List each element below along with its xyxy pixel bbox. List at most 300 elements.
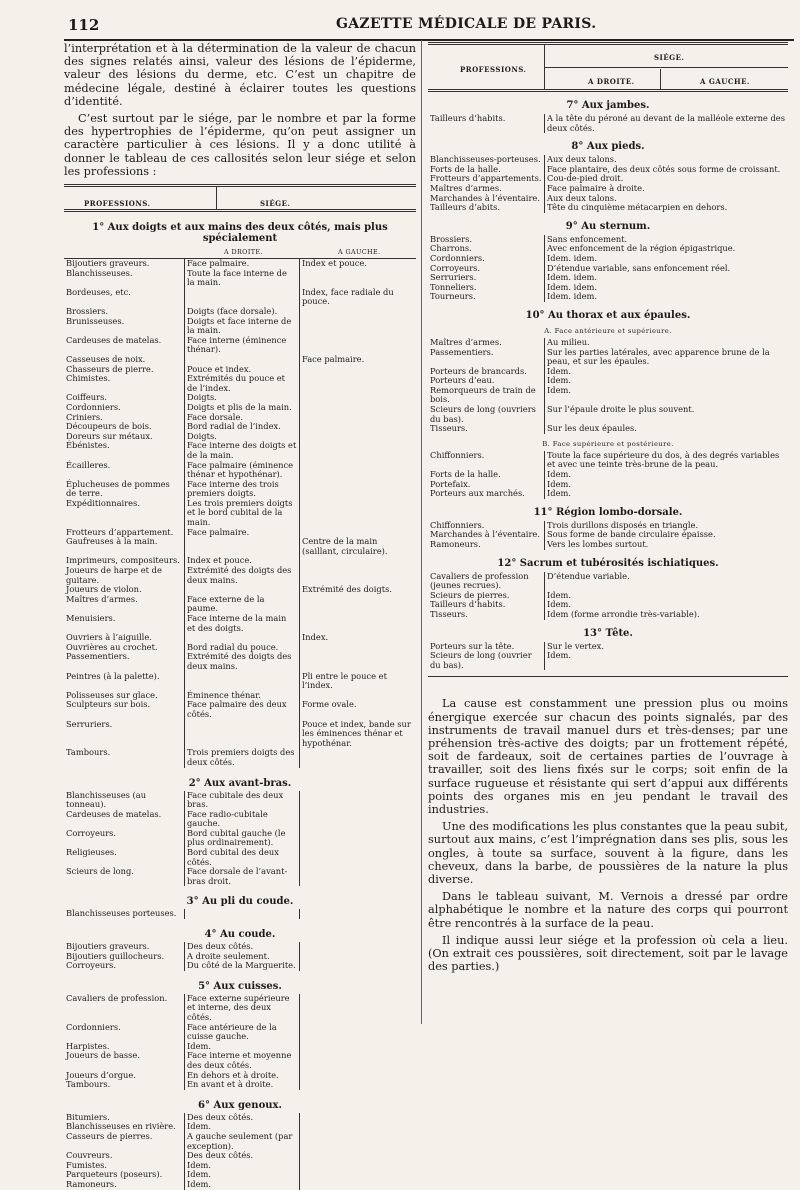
profession-cell: Découpeurs de bois. xyxy=(66,421,152,432)
profession-cell: Bitumiers. xyxy=(66,1111,110,1122)
site-left-cell xyxy=(300,317,417,336)
table-row xyxy=(428,273,788,283)
right-table-header xyxy=(428,45,788,89)
table-row xyxy=(64,994,416,1023)
profession-cell: Frotteurs d’appartements. xyxy=(430,173,542,184)
site-left-cell xyxy=(300,909,417,919)
site-left-cell xyxy=(300,748,417,767)
profession-cell: Corroyeurs. xyxy=(66,960,117,971)
site-left-cell xyxy=(300,829,417,848)
table-row xyxy=(64,867,416,886)
profession-cell: Tonneliers. xyxy=(430,281,477,292)
site-right-cell: Idem. xyxy=(185,1122,300,1132)
site-right-cell: En dehors et à droite. xyxy=(185,1071,300,1081)
site-left-cell: Index, face radiale du pouce. xyxy=(300,288,417,307)
right-table-bottom-rule xyxy=(428,676,788,677)
site-left-cell xyxy=(300,1051,417,1070)
site-left-cell xyxy=(300,652,417,671)
profession-cell: Corroyeurs. xyxy=(430,262,481,273)
site-left-cell xyxy=(300,480,417,499)
page-number: 112 xyxy=(68,16,100,34)
site-right-cell: Idem. xyxy=(185,1161,300,1171)
site-left-cell xyxy=(300,1071,417,1081)
site-right-cell: Doigts. xyxy=(185,432,300,442)
left-table-header xyxy=(64,187,416,209)
site-left-cell xyxy=(300,403,417,413)
section-title: 10° Au thorax et aux épaules. xyxy=(525,309,691,321)
side-subheader xyxy=(64,246,416,258)
site-right-cell: Idem. xyxy=(185,1170,300,1180)
site-right-cell: Éminence thénar. xyxy=(185,691,300,701)
closing-paragraph-4: Il indique aussi leur siége et la profession où cela a lieu. (On extrait ces poussières, soit directement, soit par le lavage des parties.) xyxy=(428,933,788,974)
table-row xyxy=(64,652,416,671)
profession-cell: Blanchisseuses en rivière. xyxy=(66,1121,176,1132)
profession-cell: Serruriers. xyxy=(430,272,477,283)
site-left-cell xyxy=(300,441,417,460)
site-right-cell: Doigts (face dorsale). xyxy=(185,307,300,317)
table-row xyxy=(64,461,416,480)
site-cell: Sur le vertex. xyxy=(545,642,789,652)
profession-cell: Ouvriers à l’aiguille. xyxy=(66,632,152,643)
site-left-cell xyxy=(300,374,417,393)
subheader-droite: A DROITE. xyxy=(224,248,263,257)
site-left-cell: Index et pouce. xyxy=(300,259,417,269)
section-table xyxy=(428,521,788,550)
table-row xyxy=(428,203,788,213)
profession-cell: Coiffeurs. xyxy=(66,392,108,403)
profession-cell: Sculpteurs sur bois. xyxy=(66,699,151,710)
site-right-cell: Bord radial du pouce. xyxy=(185,643,300,653)
site-right-cell: Doigts et plis de la main. xyxy=(185,403,300,413)
site-right-cell: Face palmaire. xyxy=(185,528,300,538)
table-row xyxy=(428,651,788,670)
right-column xyxy=(428,42,788,977)
table-row xyxy=(64,1161,416,1171)
site-cell: Sur les parties latérales, avec apparence brune de la peau, et sur les épaules. xyxy=(545,348,789,367)
site-right-cell: Index et pouce. xyxy=(185,556,300,566)
closing-paragraph-3: Dans le tableau suivant, M. Vernois a dressé par ordre alphabétique le nombre et la nature des corps qui pourront être rencontrés à la surface de la peau. xyxy=(428,890,788,930)
profession-cell: Maîtres d’armes. xyxy=(430,182,502,193)
site-right-cell: Face interne (éminence thénar). xyxy=(185,336,300,355)
section-table xyxy=(428,114,788,133)
profession-cell: Charrons. xyxy=(430,243,472,254)
profession-cell: Brossiers. xyxy=(430,233,472,244)
section-table xyxy=(428,338,788,434)
profession-cell: Tailleurs d’abits. xyxy=(430,202,501,213)
site-right-cell: Face dorsale de l’avant-bras droit. xyxy=(185,867,300,886)
profession-cell: Ramoneurs. xyxy=(430,539,481,549)
profession-cell: Cordonniers. xyxy=(430,252,485,263)
section-title: 4° Au coude. xyxy=(204,929,276,941)
site-right-cell: Des deux côtés. xyxy=(185,942,300,952)
site-right-cell: Face cubitale des deux bras. xyxy=(185,791,300,810)
site-right-cell: Extrémité des doigts des deux mains. xyxy=(185,566,300,585)
site-left-cell xyxy=(300,595,417,614)
site-left-cell: Centre de la main (saillant, circulaire). xyxy=(300,537,417,556)
section-title: 5° Aux cuisses. xyxy=(198,980,282,992)
table-row xyxy=(64,672,416,691)
profession-cell: Chiffonniers. xyxy=(430,519,485,530)
table-row xyxy=(64,700,416,719)
site-cell: Idem. idem. xyxy=(545,273,789,283)
profession-cell: Tailleurs d’habits. xyxy=(430,113,506,123)
profession-cell: Ébénistes. xyxy=(66,440,110,451)
table-row xyxy=(428,489,788,499)
profession-cell: Cordonniers. xyxy=(66,401,121,412)
site-cell: Idem. xyxy=(545,480,789,490)
site-left-cell: Face palmaire. xyxy=(300,355,417,365)
profession-cell: Harpistes. xyxy=(66,1040,110,1051)
table-row xyxy=(428,424,788,434)
site-left-cell xyxy=(300,269,417,288)
site-right-cell xyxy=(185,909,300,919)
profession-cell: Chiffonniers. xyxy=(430,449,485,460)
table-row xyxy=(64,961,416,971)
header-rule xyxy=(64,39,794,41)
site-right-cell: Doigts et face interne de la main. xyxy=(185,317,300,336)
table-row xyxy=(64,441,416,460)
profession-cell: Éplucheuses de pommes de terre. xyxy=(66,478,170,499)
section-table xyxy=(64,909,416,919)
site-right-cell: Extrémités du pouce et de l’index. xyxy=(185,374,300,393)
profession-cell: Couvreurs. xyxy=(66,1150,113,1161)
site-left-cell: Forme ovale. xyxy=(300,700,417,719)
profession-cell: Tisseurs. xyxy=(430,608,468,619)
profession-cell: Blanchisseuses porteuses. xyxy=(66,908,177,919)
site-right-cell: Face palmaire des deux côtés. xyxy=(185,700,300,719)
section-subtitle: B. Face supérieure et postérieure. xyxy=(542,439,674,448)
table-row xyxy=(64,1132,416,1151)
profession-cell: Tambours. xyxy=(66,1079,111,1090)
profession-cell: Peintres (à la palette). xyxy=(66,670,160,681)
right-header-subdivider xyxy=(660,69,661,89)
profession-cell: Blanchisseuses-porteuses. xyxy=(430,154,541,165)
site-right-cell: Bord cubital gauche (le plus ordinairement). xyxy=(185,829,300,848)
profession-cell: Marchandes à l’éventaire. xyxy=(430,192,540,203)
site-cell: Aux deux talons. xyxy=(545,155,789,165)
profession-cell: Fumistes. xyxy=(66,1159,108,1170)
section-table xyxy=(64,994,416,1090)
table-row xyxy=(64,1113,416,1123)
profession-cell: Cardeuses de matelas. xyxy=(66,334,162,345)
site-left-cell xyxy=(300,393,417,403)
site-left-cell xyxy=(300,422,417,432)
table-row xyxy=(64,336,416,355)
left-column xyxy=(64,42,416,1190)
section-title: 8° Aux pieds. xyxy=(571,141,645,153)
profession-cell: Joueurs de harpe et de guitare. xyxy=(66,565,162,585)
table-row xyxy=(64,1122,416,1132)
site-cell: Sur les deux épaules. xyxy=(545,424,789,434)
section-table xyxy=(64,942,416,971)
site-left-cell xyxy=(300,1023,417,1042)
profession-cell: Passementiers. xyxy=(430,346,494,357)
site-right-cell: Les trois premiers doigts et le bord cubital de la main. xyxy=(185,499,300,528)
profession-cell: Serruriers. xyxy=(66,718,113,729)
site-left-cell xyxy=(300,614,417,633)
right-table-body xyxy=(428,100,788,670)
site-left-cell xyxy=(300,556,417,566)
site-cell: Idem (forme arrondie très-variable). xyxy=(545,610,789,620)
profession-cell: Polisseuses sur glace. xyxy=(66,689,158,700)
site-right-cell: Face interne des trois premiers doigts. xyxy=(185,480,300,499)
profession-cell: Scieurs de long. xyxy=(66,866,134,877)
profession-cell: Chasseurs de pierre. xyxy=(66,363,154,374)
profession-cell: Doreurs sur métaux. xyxy=(66,430,153,441)
right-header-droite: A DROITE. xyxy=(588,77,635,86)
table-row xyxy=(428,264,788,274)
table-row xyxy=(64,829,416,848)
site-left-cell xyxy=(300,1080,417,1090)
table-row xyxy=(64,748,416,767)
site-cell: Idem. xyxy=(545,591,789,601)
site-right-cell: Bord cubital des deux côtés. xyxy=(185,848,300,867)
profession-cell: Passementiers. xyxy=(66,651,130,662)
section-title: 7° Aux jambes. xyxy=(566,100,650,111)
site-right-cell: Bord radial de l’index. xyxy=(185,422,300,432)
table-row xyxy=(428,572,788,591)
site-cell: Cou-de-pied droit. xyxy=(545,174,789,184)
site-left-cell xyxy=(300,810,417,829)
table-row xyxy=(428,348,788,367)
site-right-cell: Face externe supérieure et interne, des deux côtés. xyxy=(185,994,300,1023)
profession-cell: Tourneurs. xyxy=(430,291,476,302)
profession-cell: Gaufreuses à la main. xyxy=(66,536,158,547)
profession-cell: Tambours. xyxy=(66,747,111,758)
site-left-cell xyxy=(300,791,417,810)
profession-cell: Portefaix. xyxy=(430,478,471,489)
profession-cell: Brossiers. xyxy=(66,306,108,316)
profession-cell: Corroyeurs. xyxy=(66,827,117,838)
site-left-cell xyxy=(300,1180,417,1190)
journal-title: GAZETTE MÉDICALE DE PARIS. xyxy=(336,16,597,32)
site-right-cell xyxy=(185,720,300,749)
site-right-cell: Trois premiers doigts des deux côtés. xyxy=(185,748,300,767)
table-row xyxy=(428,610,788,620)
right-table-header-rule xyxy=(428,89,788,92)
profession-cell: Remorqueurs de train de bois. xyxy=(430,384,536,405)
profession-cell: Imprimeurs, compositeurs. xyxy=(66,555,180,566)
table-row xyxy=(64,317,416,336)
section-title: 12° Sacrum et tubérosités ischiatiques. xyxy=(497,557,719,569)
table-row xyxy=(428,451,788,470)
site-cell: Idem. xyxy=(545,367,789,377)
site-right-cell xyxy=(185,672,300,691)
profession-cell: Ouvrières au crochet. xyxy=(66,641,158,652)
closing-paragraph-2: Une des modifications les plus constantes que la peau subit, surtout aux mains, c’est l’imprégnation dans ses plis, sous les ongles, à toute sa surface, souvent à la figure, dans les cheveux, dans la barbe, de poussières de la nature la plus diverse. xyxy=(428,820,788,886)
intro-paragraph-2: C’est surtout par le siége, par le nombre et par la forme des hypertrophies de l’épiderme, qu’on peut assigner un caractère particulier à ces lésions. Il y a donc utilité à donner le tableau de ces callosités selon leur siége et selon les professions : xyxy=(64,112,416,178)
profession-cell: Porteurs aux marchés. xyxy=(430,488,525,499)
site-left-cell xyxy=(300,432,417,442)
profession-cell: Casseurs de pierres. xyxy=(66,1130,153,1141)
profession-cell: Marchandes à l’éventaire. xyxy=(430,529,540,540)
section-title: 3° Au pli du coude. xyxy=(186,896,294,908)
profession-cell: Cordonniers. xyxy=(66,1021,121,1032)
site-left-cell xyxy=(300,848,417,867)
site-right-cell: Face dorsale. xyxy=(185,413,300,423)
section-subtitle: A. Face antérieure et supérieure. xyxy=(544,326,672,335)
site-cell: Sans enfoncement. xyxy=(545,235,789,245)
table-row xyxy=(64,1170,416,1180)
profession-cell: Maîtres d’armes. xyxy=(430,336,502,347)
profession-cell: Criniers. xyxy=(66,411,103,422)
site-cell: Idem. xyxy=(545,651,789,670)
profession-cell: Forts de la halle. xyxy=(430,469,501,480)
site-cell: Toute la face supérieure du dos, à des degrés variables et avec une teinte très-brune de la peau. xyxy=(545,451,789,470)
site-cell: Idem. xyxy=(545,470,789,480)
profession-cell: Bijoutiers graveurs. xyxy=(66,941,150,952)
column-divider xyxy=(421,40,422,1024)
profession-cell: Chimistes. xyxy=(66,373,111,384)
table-row xyxy=(428,283,788,293)
profession-cell: Forts de la halle. xyxy=(430,163,501,174)
table-row xyxy=(64,1080,416,1090)
site-cell: Sur l’épaule droite le plus souvent. xyxy=(545,405,789,424)
table-row xyxy=(64,1151,416,1161)
section-title: 9° Au sternum. xyxy=(565,220,651,232)
site-left-cell xyxy=(300,461,417,480)
profession-cell: Cardeuses de matelas. xyxy=(66,808,162,819)
section-title: 6° Aux genoux. xyxy=(198,1099,282,1111)
site-right-cell: Idem. xyxy=(185,1180,300,1190)
profession-cell: Porteurs sur la tête. xyxy=(430,640,515,651)
site-cell: Tête du cinquième métacarpien en dehors. xyxy=(545,203,789,213)
table-row xyxy=(64,374,416,393)
site-right-cell: Face interne des doigts et de la main. xyxy=(185,441,300,460)
table-row xyxy=(64,566,416,585)
site-right-cell xyxy=(185,288,300,307)
table-row xyxy=(64,499,416,528)
site-cell: Avec enfoncement de la région épigastrique. xyxy=(545,244,789,254)
site-left-cell xyxy=(300,1170,417,1180)
site-right-cell: Face palmaire (éminence thénar et hypothénar). xyxy=(185,461,300,480)
section-table xyxy=(64,791,416,887)
site-right-cell: A droite seulement. xyxy=(185,952,300,962)
profession-cell: Tailleurs d’habits. xyxy=(430,599,506,610)
site-cell: Idem. xyxy=(545,386,789,405)
site-right-cell: Des deux côtés. xyxy=(185,1151,300,1161)
header-siege: SIÉGE. xyxy=(260,199,291,209)
table-row xyxy=(64,269,416,288)
site-left-cell xyxy=(300,1132,417,1151)
profession-cell: Blanchisseuses (au tonneau). xyxy=(66,789,147,810)
site-cell: Trois durillons disposés en triangle. xyxy=(545,521,789,531)
site-right-cell: Du côté de la Marguerite. xyxy=(185,961,300,971)
section-title: 1° Aux doigts et aux mains des deux côtés, mais plus spécialement xyxy=(92,222,388,245)
section-title: 11° Région lombo-dorsale. xyxy=(533,506,683,518)
section-table xyxy=(428,572,788,620)
header-divider xyxy=(216,187,217,209)
section-table xyxy=(64,259,416,767)
site-cell: Vers les lombes surtout. xyxy=(545,540,789,550)
intro-paragraph-1: l’interprétation et à la détermination de la valeur de chacun des signes relatés ainsi, valeur des lésions de l’épiderme, valeur des lésions du derme, etc. C’est un chapitre de médecine légale, destiné à éclairer toutes les questions d’identité. xyxy=(64,42,416,108)
right-header-siege: SIÉGE. xyxy=(654,53,685,62)
profession-cell: Religieuses. xyxy=(66,847,117,858)
site-right-cell: Face interne et moyenne des deux côtés. xyxy=(185,1051,300,1070)
site-cell: Face palmaire à droite. xyxy=(545,184,789,194)
right-header-professions: PROFESSIONS. xyxy=(460,65,527,74)
site-right-cell: Face palmaire. xyxy=(185,259,300,269)
table-row xyxy=(64,537,416,556)
site-cell: Aux deux talons. xyxy=(545,194,789,204)
site-cell: Face plantaire, des deux côtés sous forme de croissant. xyxy=(545,165,789,175)
profession-cell: Cavaliers de profession (jeunes recrues). xyxy=(430,570,529,591)
table-row xyxy=(64,848,416,867)
site-cell: Idem. idem. xyxy=(545,292,789,302)
site-right-cell: Toute la face interne de la main. xyxy=(185,269,300,288)
site-cell: Idem. idem. xyxy=(545,254,789,264)
profession-cell: Casseuses de noix. xyxy=(66,353,146,364)
site-cell: A la tête du péroné au devant de la malléole externe des deux côtés. xyxy=(545,114,789,133)
section-table xyxy=(428,155,788,213)
site-left-cell: Pouce et index, bande sur les éminences thénar et hypothénar. xyxy=(300,720,417,749)
profession-cell: Bijoutiers guillocheurs. xyxy=(66,950,165,961)
profession-cell: Écailleres. xyxy=(66,459,111,470)
table-row xyxy=(64,720,416,749)
profession-cell: Joueurs de violon. xyxy=(66,584,142,595)
profession-cell: Bijoutiers graveurs. xyxy=(66,258,150,269)
site-right-cell: Idem. xyxy=(185,1042,300,1052)
page-header xyxy=(0,6,800,36)
profession-cell: Scieurs de pierres. xyxy=(430,589,510,600)
profession-cell: Parqueteurs (poseurs). xyxy=(66,1169,163,1180)
section-table xyxy=(428,235,788,302)
site-left-cell xyxy=(300,1042,417,1052)
site-cell: D’étendue variable. xyxy=(545,572,789,591)
site-left-cell xyxy=(300,942,417,952)
table-row xyxy=(64,1071,416,1081)
table-row xyxy=(428,540,788,550)
site-right-cell: Des deux côtés. xyxy=(185,1113,300,1123)
site-right-cell: Face radio-cubitale gauche. xyxy=(185,810,300,829)
right-header-subrule xyxy=(544,67,788,68)
site-left-cell xyxy=(300,1161,417,1171)
profession-cell: Brunisseuses. xyxy=(66,315,125,326)
closing-paragraph-1: La cause est constamment une pression plus ou moins énergique exercée sur chacun des points signalés, par des instruments de travail manuel durs et très-denses; par une préhension très-active des doigts; par un frottement répété, soit de fardeaux, soit de certaines parties de l’ouvrage à travailler, soit des liens fixés sur le corps; soit enfin de la surface rugueuse et résistante qui sert d’appui aux différents points des organes mis en jeu pendant le travail des industries. xyxy=(428,697,788,816)
table-row xyxy=(64,1051,416,1070)
table-row xyxy=(64,1180,416,1190)
site-cell: Idem. xyxy=(545,600,789,610)
site-right-cell: Face interne de la main et des doigts. xyxy=(185,614,300,633)
site-left-cell xyxy=(300,994,417,1023)
profession-cell: Menuisiers. xyxy=(66,613,116,623)
profession-cell: Blanchisseuses. xyxy=(66,267,133,278)
site-cell: D’étendue variable, sans enfoncement réel. xyxy=(545,264,789,274)
table-row xyxy=(64,614,416,633)
site-cell: Idem. idem. xyxy=(545,283,789,293)
left-table-body xyxy=(64,222,416,1189)
profession-cell: Cavaliers de profession. xyxy=(66,992,168,1003)
profession-cell: Scieurs de long (ouvriers du bas). xyxy=(430,404,536,424)
profession-cell: Frotteurs d’appartement. xyxy=(66,526,174,537)
profession-cell: Maîtres d’armes. xyxy=(66,593,138,604)
table-row xyxy=(64,810,416,829)
table-row xyxy=(428,470,788,480)
profession-cell: Bordeuses, etc. xyxy=(66,286,131,297)
site-left-cell xyxy=(300,499,417,528)
profession-cell: Joueurs d’orgue. xyxy=(66,1069,136,1080)
header-professions: PROFESSIONS. xyxy=(84,199,151,209)
site-right-cell: Face externe de la paume. xyxy=(185,595,300,614)
section-title: 2° Aux avant-bras. xyxy=(188,777,292,789)
table-row xyxy=(64,595,416,614)
site-left-cell xyxy=(300,365,417,375)
site-left-cell xyxy=(300,952,417,962)
section-table xyxy=(64,1113,416,1190)
site-left-cell xyxy=(300,1151,417,1161)
profession-cell: Expéditionnaires. xyxy=(66,497,140,508)
site-left-cell xyxy=(300,643,417,653)
